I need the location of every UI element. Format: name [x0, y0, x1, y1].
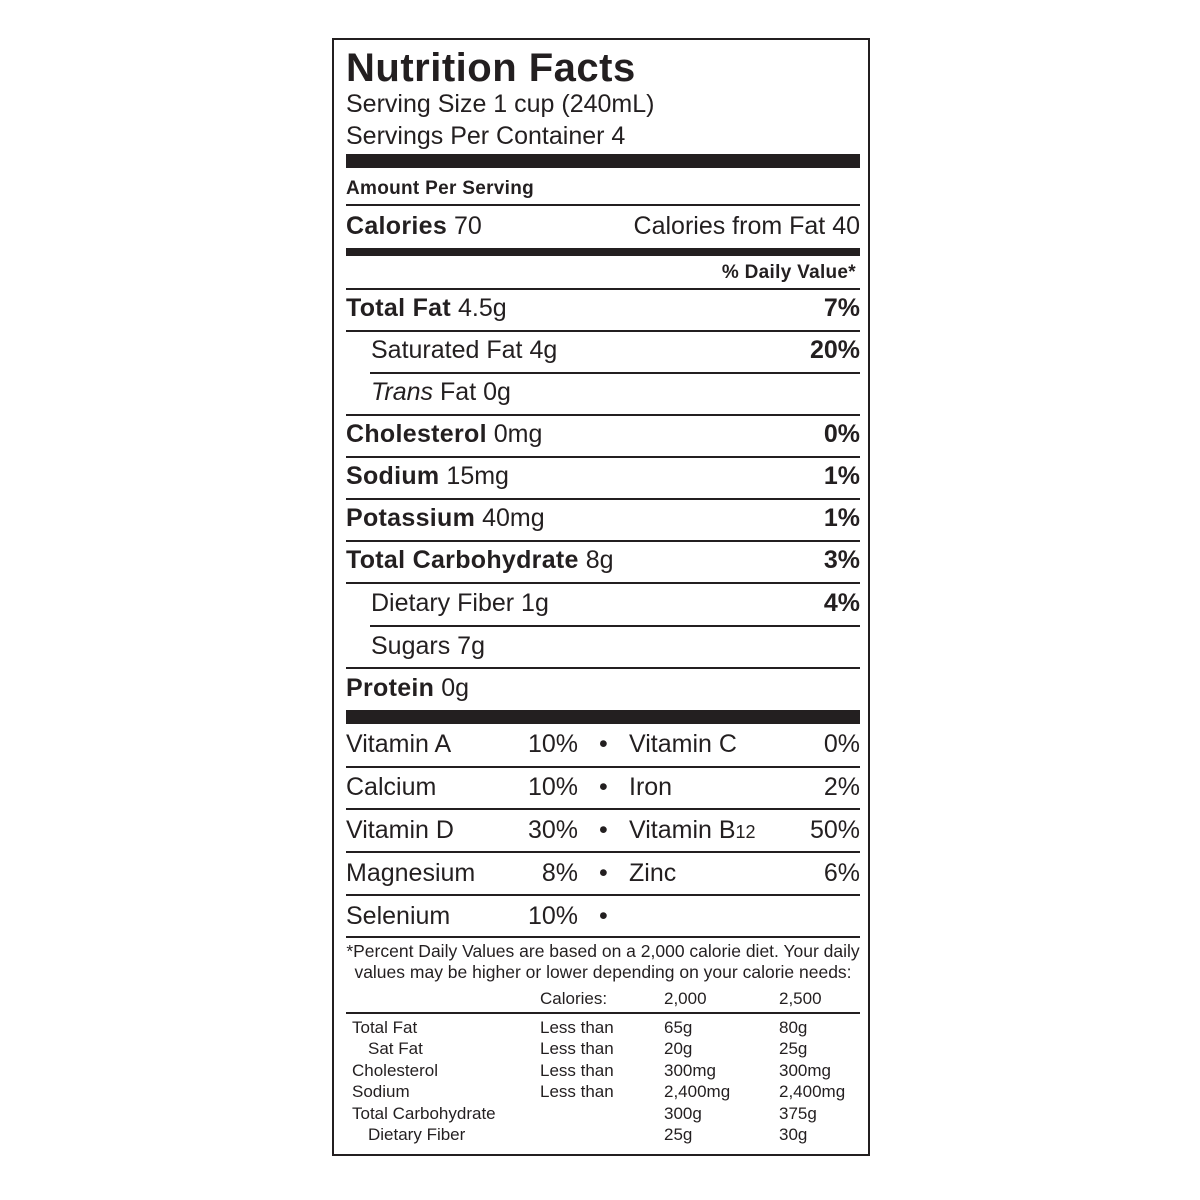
- footer-value-2000: 65g: [664, 1018, 693, 1037]
- nutrient-amount: 7g: [457, 632, 485, 660]
- nutrient-amount: 15mg: [446, 462, 509, 490]
- divider: [370, 625, 860, 627]
- divider: [346, 1012, 860, 1014]
- footer-value-2000: 300g: [664, 1104, 702, 1123]
- bullet-separator: •: [599, 773, 608, 801]
- vitamin-percent: 30%: [527, 816, 578, 844]
- footer-nutrient: Dietary Fiber: [368, 1125, 466, 1144]
- footer-qualifier: Less than: [540, 1082, 614, 1101]
- footer-value-2500: 80g: [779, 1018, 808, 1037]
- footer-calories-label: Calories:: [540, 989, 608, 1008]
- nutrient-daily-value: 0%: [823, 420, 860, 448]
- vitamin-name: Magnesium: [346, 859, 476, 887]
- bullet-separator: •: [599, 859, 608, 887]
- daily-value-footnote: *Percent Daily Values are based on a 2,000 calorie diet. Your daily values may be higher or lower depending on your calorie needs:: [346, 941, 860, 982]
- nutrient-row-sodium: [346, 458, 860, 498]
- nutrient-row-total-fat: [346, 290, 860, 330]
- bullet-separator: •: [599, 730, 608, 758]
- nutrient-row-sugars: [346, 628, 860, 668]
- vitamin-percent: 10%: [527, 902, 578, 930]
- vitamin-name: Iron: [629, 773, 673, 801]
- nutrient-amount: 0mg: [493, 420, 543, 448]
- vitamin-row: [346, 810, 860, 850]
- vitamin-row: [346, 896, 860, 936]
- footer-value-2000: 25g: [664, 1125, 693, 1144]
- nutrient-row-saturated-fat: [346, 332, 860, 372]
- nutrient-amount: 4g: [529, 336, 558, 364]
- nutrient-amount: 1g: [521, 589, 549, 617]
- nutrient-label: Total Fat: [346, 294, 452, 322]
- vitamin-percent: 50%: [809, 816, 860, 844]
- divider: [346, 936, 860, 938]
- nutrient-row-total-carbohydrate: [346, 542, 860, 582]
- footer-nutrient: Cholesterol: [352, 1061, 438, 1080]
- nutrient-daily-value: 1%: [823, 462, 860, 490]
- thick-divider-top: [346, 154, 860, 168]
- footer-qualifier: Less than: [540, 1061, 614, 1080]
- nutrient-row-protein: [346, 670, 860, 710]
- servings-per-container: Servings Per Container 4: [346, 122, 626, 150]
- nutrient-row-trans-fat: [346, 374, 860, 414]
- nutrient-label: Potassium: [346, 504, 476, 532]
- calories-row: [346, 208, 860, 248]
- nutrient-row-dietary-fiber: [346, 585, 860, 625]
- nutrient-daily-value: 20%: [809, 336, 860, 364]
- footer-value-2500: 375g: [779, 1104, 817, 1123]
- nutrient-label: Saturated Fat: [371, 336, 523, 364]
- panel-title: Nutrition Facts: [346, 46, 636, 90]
- nutrient-label: Total Carbohydrate: [346, 546, 579, 574]
- vitamin-percent: 6%: [823, 859, 860, 887]
- vitamin-name-text: Vitamin B: [629, 816, 736, 844]
- footer-nutrient: Sodium: [352, 1082, 410, 1101]
- nutrient-daily-value: 3%: [823, 546, 860, 574]
- footer-value-2500: 300mg: [779, 1061, 831, 1080]
- vitamin-name: Vitamin A: [346, 730, 452, 758]
- amount-per-serving: Amount Per Serving: [346, 178, 535, 199]
- footer-calories-2000: 2,000: [664, 989, 707, 1008]
- vitamin-percent: 10%: [527, 730, 578, 758]
- vitamin-percent: 10%: [527, 773, 578, 801]
- nutrient-amount: 8g: [585, 546, 614, 574]
- nutrient-label: Trans: [371, 378, 434, 406]
- calories-from-fat: Calories from Fat 40: [633, 212, 860, 240]
- footer-value-2000: 20g: [664, 1039, 693, 1058]
- vitamin-percent: 2%: [823, 773, 860, 801]
- footer-calories-2500: 2,500: [779, 989, 822, 1008]
- nutrient-label: Cholesterol: [346, 420, 487, 448]
- nutrient-label: Sugars: [371, 632, 451, 660]
- nutrient-daily-value: 1%: [823, 504, 860, 532]
- calories-value: 70: [454, 212, 482, 240]
- footer-nutrient: Total Carbohydrate: [352, 1104, 496, 1123]
- footer-qualifier: Less than: [540, 1018, 614, 1037]
- vitamin-name: Vitamin C: [629, 730, 737, 758]
- vitamin-name: Vitamin D: [346, 816, 454, 844]
- vitamin-subscript: 12: [735, 822, 756, 842]
- nutrient-row-potassium: [346, 500, 860, 540]
- footer-nutrient: Sat Fat: [368, 1039, 423, 1058]
- vitamin-name: [629, 816, 756, 845]
- nutrient-row-cholesterol: [346, 416, 860, 456]
- nutrient-amount: 0g: [441, 674, 469, 702]
- bullet-separator: •: [599, 816, 608, 844]
- serving-size: Serving Size 1 cup (240mL): [346, 90, 655, 118]
- nutrient-label: Sodium: [346, 462, 440, 490]
- nutrient-amount: 40mg: [482, 504, 545, 532]
- nutrient-amount: 4.5g: [457, 294, 507, 322]
- divider: [346, 667, 860, 669]
- vitamin-row: [346, 853, 860, 893]
- footer-value-2000: 300mg: [664, 1061, 716, 1080]
- nutrient-label: Protein: [346, 674, 435, 702]
- medium-divider: [346, 248, 860, 256]
- vitamin-percent: 8%: [541, 859, 578, 887]
- nutrient-label: Dietary Fiber: [371, 589, 515, 617]
- calories-label: Calories: [346, 212, 448, 240]
- vitamin-name: Zinc: [629, 859, 677, 887]
- nutrient-daily-value: 7%: [823, 294, 860, 322]
- footer-value-2000: 2,400mg: [664, 1082, 731, 1101]
- footer-value-2500: 2,400mg: [779, 1082, 846, 1101]
- footer-value-2500: 25g: [779, 1039, 808, 1058]
- vitamin-row: [346, 767, 860, 807]
- divider: [346, 582, 860, 584]
- bullet-separator: •: [599, 902, 608, 930]
- vitamin-percent: 0%: [823, 730, 860, 758]
- divider: [346, 204, 860, 206]
- nutrient-daily-value: 4%: [823, 589, 860, 617]
- vitamin-row: [346, 724, 860, 764]
- vitamin-name: Selenium: [346, 902, 451, 930]
- nutrition-facts-panel: [332, 38, 870, 1156]
- footer-nutrient: Total Fat: [352, 1018, 418, 1037]
- thick-divider-vitamins: [346, 710, 860, 724]
- nutrient-amount: Fat 0g: [440, 378, 511, 406]
- vitamin-name: Calcium: [346, 773, 437, 801]
- footer-qualifier: Less than: [540, 1039, 614, 1058]
- footer-value-2500: 30g: [779, 1125, 808, 1144]
- daily-value-header: % Daily Value*: [721, 262, 856, 283]
